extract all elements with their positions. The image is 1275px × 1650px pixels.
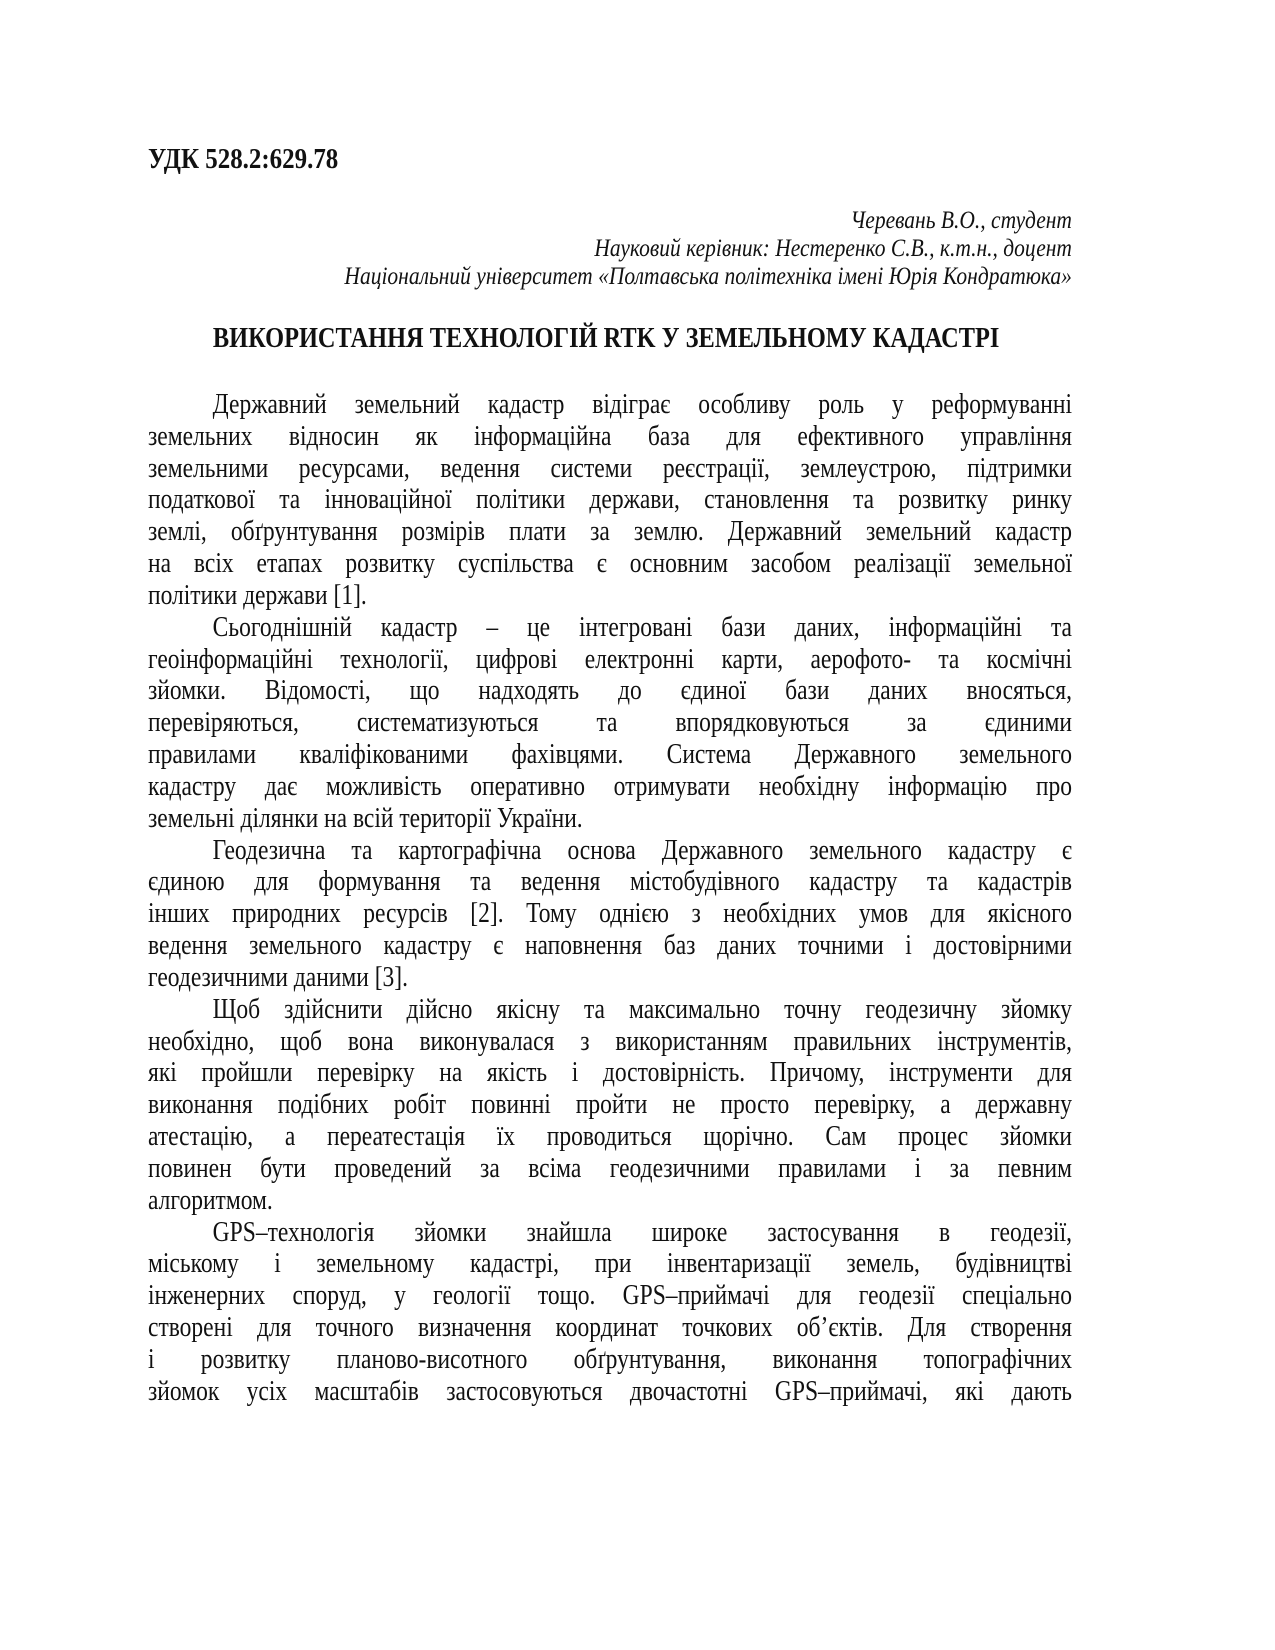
author-name: Черевань В.О., студент (850, 207, 1072, 234)
text-line: необхідно, щоб вона виконувалася з використанням правильних інструментів, (148, 1025, 1072, 1057)
udc-code: УДК 528.2:629.78 (148, 143, 339, 175)
article-title: ВИКОРИСТАННЯ ТЕХНОЛОГІЙ RTK У ЗЕМЕЛЬНОМУ КАДАСТРІ (213, 322, 1000, 354)
text-line: податкової та інноваційної політики держави, становлення та розвитку ринку (148, 484, 1072, 516)
text-line: інших природних ресурсів [2]. Тому однією з необхідних умов для якісного (148, 898, 1072, 930)
article-body (148, 389, 1072, 1408)
text-line: виконання подібних робіт повинні пройти не просто перевірку, а державну (148, 1089, 1072, 1121)
paragraph (148, 1217, 1072, 1408)
text-line: земельними ресурсами, ведення системи реєстрації, землеустрою, підтримки (148, 452, 1072, 484)
text-line: міському і земельному кадастрі, при інвентаризації земель, будівництві (148, 1248, 1072, 1280)
text-line: земельні ділянки на всій території України. (148, 802, 583, 834)
text-line: Щоб здійснити дійсно якісну та максимально точну геодезичну зйомку (212, 993, 1072, 1025)
affiliation: Національний університет «Полтавська політехніка імені Юрія Кондратюка» (344, 263, 1072, 290)
text-line: правилами кваліфікованими фахівцями. Система Державного земельного (148, 739, 1072, 771)
text-line: GPS–технологія зйомки знайшла широке застосування в геодезії, (212, 1216, 1072, 1248)
paragraph (148, 389, 1072, 612)
text-line: алгоритмом. (148, 1184, 273, 1216)
paragraph (148, 612, 1072, 835)
text-line: повинен бути проведений за всіма геодезичними правилами і за певним (148, 1152, 1072, 1184)
text-line: політики держави [1]. (148, 579, 367, 611)
paragraph (148, 994, 1072, 1217)
text-line: і розвитку планово-висотного обґрунтування, виконання топографічних (148, 1343, 1072, 1375)
text-line: Сьогоднішній кадастр – це інтегровані бази даних, інформаційні та (212, 611, 1072, 643)
text-line: Державний земельний кадастр відіграє особливу роль у реформуванні (212, 389, 1072, 420)
text-line: єдиною для формування та ведення містобудівного кадастру та кадастрів (148, 866, 1072, 898)
text-line: землі, обґрунтування розмірів плати за землю. Державний земельний кадастр (148, 516, 1072, 548)
article-title-wrap (0, 322, 1213, 355)
text-line: створені для точного визначення координат точкових об’єктів. Для створення (148, 1312, 1072, 1344)
author-block (226, 207, 1072, 291)
text-line: інженерних споруд, у геології тощо. GPS–приймачі для геодезії спеціально (148, 1280, 1072, 1312)
text-line: зйомок усіх масштабів застосовуються двочастотні GPS–приймачі, які дають (148, 1375, 1072, 1407)
text-line: Геодезична та картографічна основа Державного земельного кадастру є (212, 834, 1072, 866)
text-line: зйомки. Відомості, що надходять до єдиної бази даних вносяться, (148, 675, 1072, 707)
text-line: земельних відносин як інформаційна база для ефективного управління (148, 420, 1072, 452)
text-line: кадастру дає можливість оперативно отримувати необхідну інформацію про (148, 770, 1072, 802)
text-line: перевіряються, систематизуються та впорядковуються за єдиними (148, 707, 1072, 739)
text-line: геодезичними даними [3]. (148, 961, 409, 993)
text-line: геоінформаційні технології, цифрові електронні карти, аерофото- та космічні (148, 643, 1072, 675)
text-line: на всіх етапах розвитку суспільства є основним засобом реалізації земельної (148, 548, 1072, 580)
text-line: ведення земельного кадастру є наповнення баз даних точними і достовірними (148, 930, 1072, 962)
text-line: які пройшли перевірку на якість і достовірність. Причому, інструменти для (148, 1057, 1072, 1089)
text-line: атестацію, а переатестація їх проводиться щорічно. Сам процес зйомки (148, 1121, 1072, 1153)
supervisor: Науковий керівник: Нестеренко С.В., к.т.н., доцент (594, 235, 1072, 262)
paragraph (148, 835, 1072, 994)
